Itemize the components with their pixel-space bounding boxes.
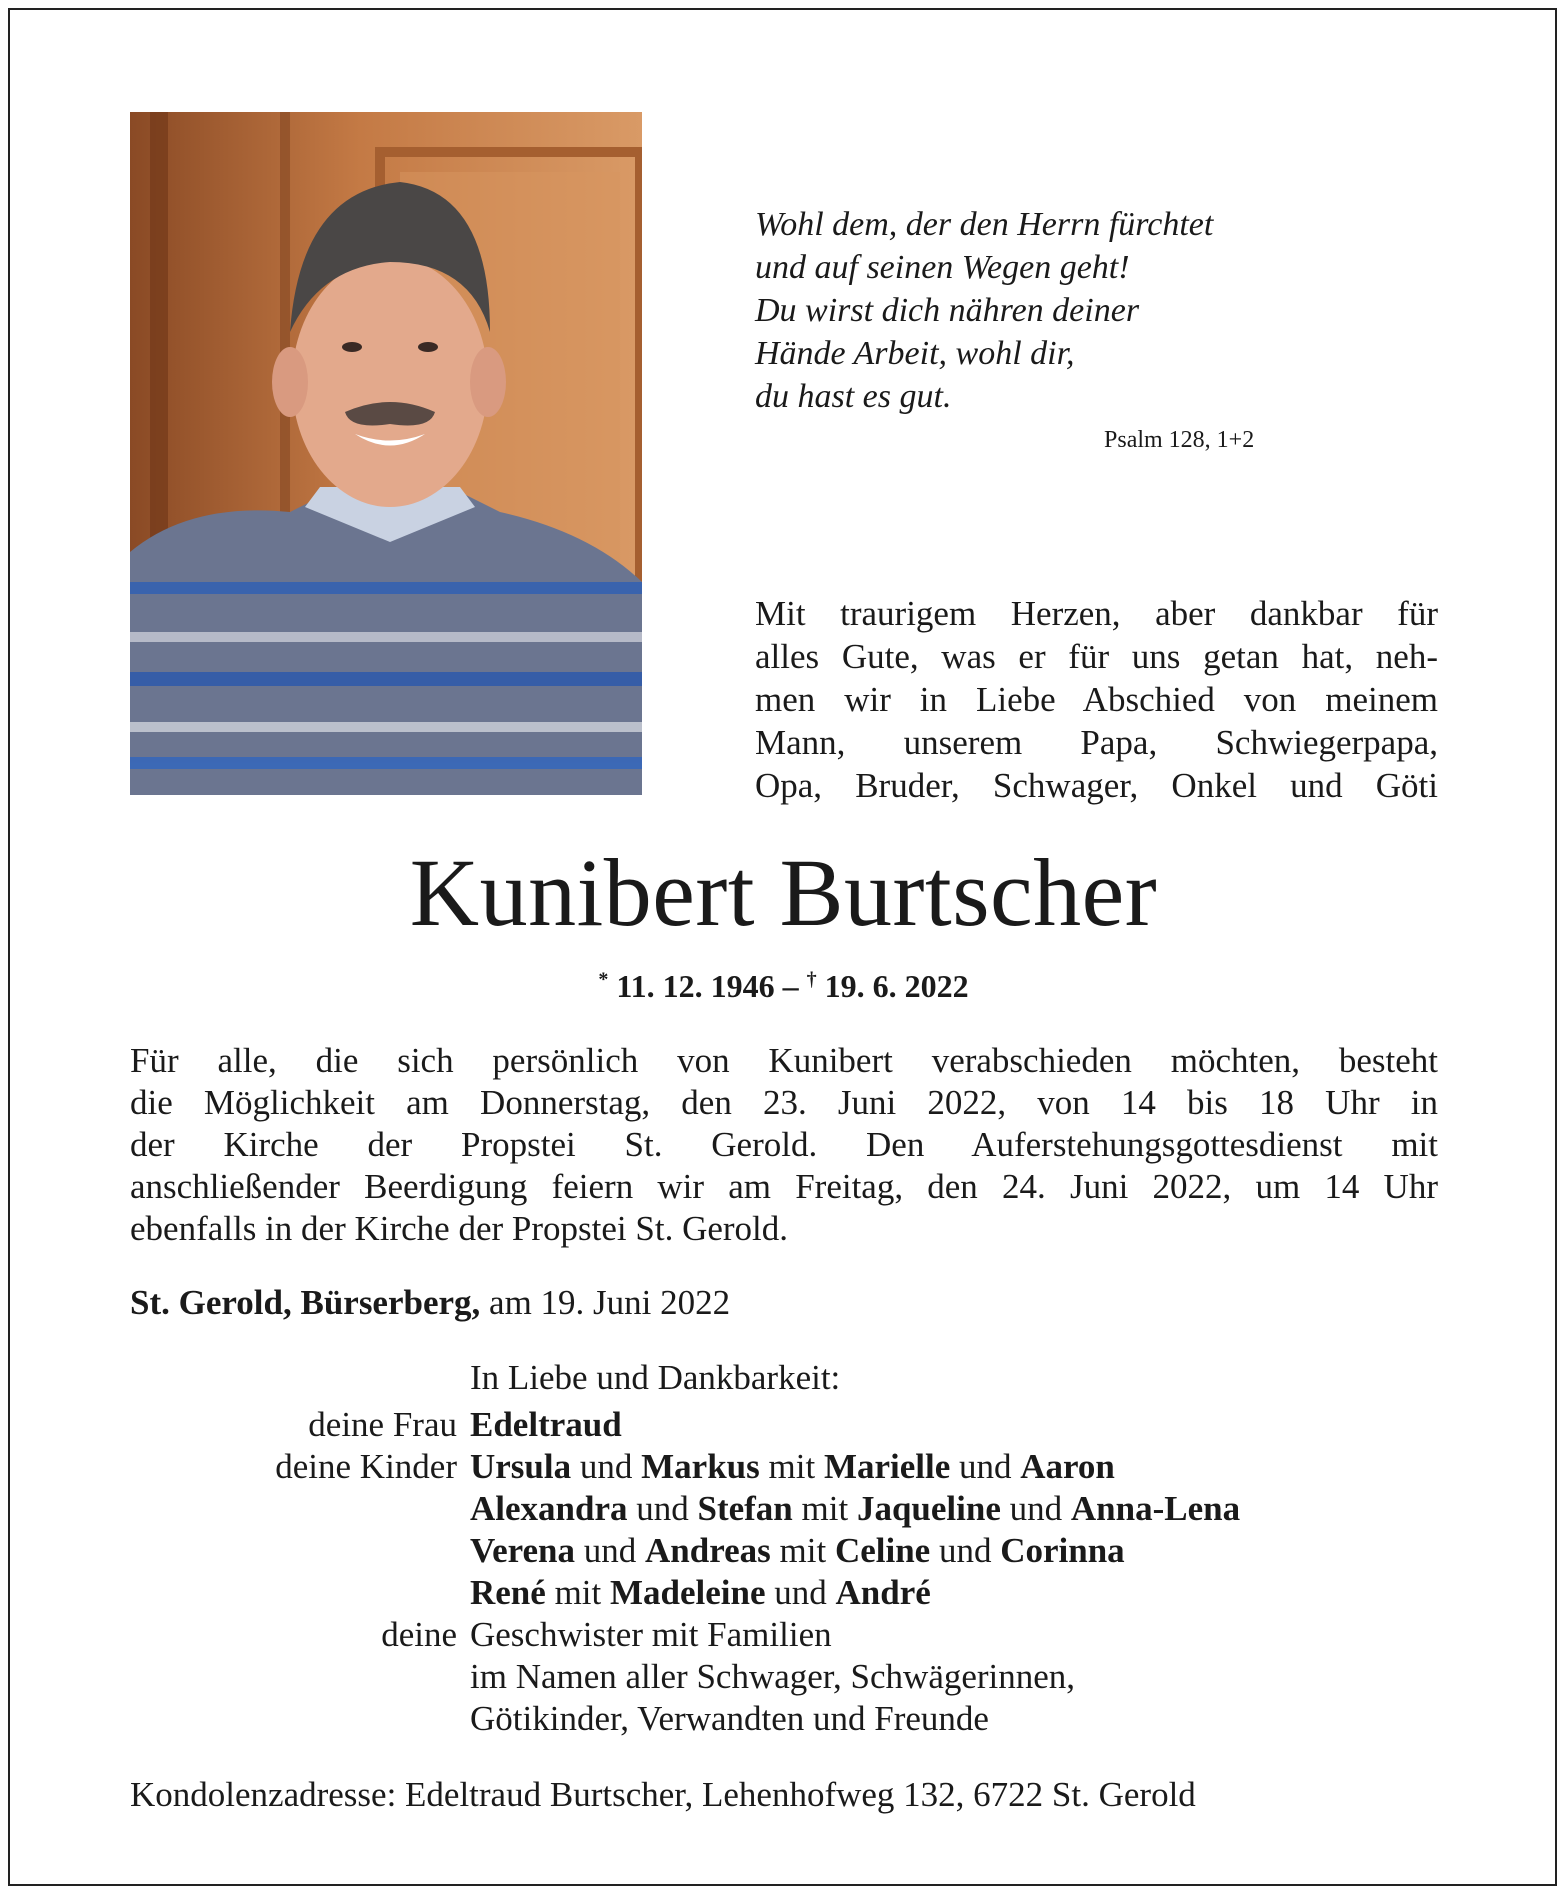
- funeral-info: [130, 1040, 1438, 1250]
- birth-symbol: *: [598, 968, 609, 991]
- mourner-row: [0, 1530, 1567, 1572]
- grandchild-name: Anna-Lena: [1070, 1489, 1241, 1528]
- mourners-list: [0, 1404, 1567, 1740]
- grandchild-name: Jaqueline: [856, 1489, 1001, 1528]
- child-name: René: [470, 1573, 546, 1612]
- intro-line: Opa, Bruder, Schwager, Onkel und Göti: [755, 766, 1438, 805]
- mourner-row: [0, 1446, 1567, 1488]
- verse-source: Psalm 128, 1+2: [1104, 427, 1255, 453]
- connector: mit: [554, 1573, 602, 1612]
- grandchild-name: Aaron: [1020, 1447, 1115, 1486]
- connector: mit: [801, 1489, 849, 1528]
- portrait-photo: [130, 112, 642, 795]
- mourner-row: [0, 1614, 1567, 1656]
- info-line: ebenfalls in der Kirche der Propstei St. Gerold.: [130, 1209, 789, 1248]
- mourner-names: [470, 1572, 931, 1614]
- mourner-names: Götikinder, Verwandten und Freunde: [470, 1699, 989, 1738]
- place-date: [130, 1283, 730, 1323]
- connector: und: [938, 1531, 992, 1570]
- intro-line: Mit traurigem Herzen, aber dankbar für: [755, 594, 1438, 633]
- mourner-names: [470, 1404, 622, 1446]
- intro-text: [755, 592, 1438, 807]
- partner-name: Stefan: [697, 1489, 793, 1528]
- child-name: Alexandra: [470, 1489, 628, 1528]
- connector: und: [579, 1447, 633, 1486]
- deceased-name: Kunibert Burtscher: [409, 839, 1158, 946]
- grandchild-name: Celine: [834, 1531, 931, 1570]
- connector: und: [583, 1531, 637, 1570]
- connector: und: [959, 1447, 1012, 1486]
- death-date: 19. 6. 2022: [824, 968, 969, 1004]
- wife-name: Edeltraud: [470, 1405, 622, 1444]
- relation-label: deine Frau: [308, 1405, 457, 1444]
- grandchild-name: Corinna: [1000, 1531, 1125, 1570]
- life-dates: [0, 968, 1567, 1005]
- connector: mit: [768, 1447, 816, 1486]
- mourner-names: [470, 1488, 1240, 1530]
- mourner-names: [470, 1530, 1125, 1572]
- mourner-row: [0, 1488, 1567, 1530]
- grandchild-name: André: [835, 1573, 931, 1612]
- connector: und: [774, 1573, 827, 1612]
- mourner-names: [470, 1446, 1115, 1488]
- condolence-address: Kondolenzadresse: Edeltraud Burtscher, Lehenhofweg 132, 6722 St. Gerold: [130, 1775, 1196, 1814]
- mourner-row: [0, 1572, 1567, 1614]
- portrait-image: [130, 112, 642, 795]
- info-line: anschließender Beerdigung feiern wir am Freitag, den 24. Juni 2022, um 14 Uhr: [130, 1167, 1438, 1206]
- relation-label: deine Kinder: [275, 1447, 457, 1486]
- connector: mit: [779, 1531, 827, 1570]
- place-location: St. Gerold, Bürserberg,: [130, 1283, 481, 1322]
- mourner-row: [0, 1698, 1567, 1740]
- connector: und: [636, 1489, 689, 1528]
- connector: und: [1009, 1489, 1063, 1528]
- bible-verse: [755, 203, 1355, 418]
- birth-date: 11. 12. 1946: [616, 968, 775, 1004]
- mourner-names: im Namen aller Schwager, Schwägerinnen,: [470, 1657, 1076, 1696]
- intro-line: Mann, unserem Papa, Schwiegerpapa,: [755, 723, 1438, 762]
- place-date-text: am 19. Juni 2022: [489, 1283, 731, 1322]
- partner-name: Andreas: [645, 1531, 771, 1570]
- relation-label: deine: [381, 1615, 457, 1654]
- death-symbol: †: [806, 968, 817, 991]
- mourner-row: [0, 1656, 1567, 1698]
- info-line: die Möglichkeit am Donnerstag, den 23. Juni 2022, von 14 bis 18 Uhr in: [130, 1083, 1438, 1122]
- partner-name: Markus: [641, 1447, 760, 1486]
- verse-line: und auf seinen Wegen geht!: [755, 249, 1130, 286]
- grandchild-name: Madeleine: [610, 1573, 766, 1612]
- mourner-row: [0, 1404, 1567, 1446]
- date-dash: –: [782, 968, 799, 1004]
- verse-line: Du wirst dich nähren deiner: [755, 292, 1140, 329]
- child-name: Ursula: [470, 1447, 572, 1486]
- intro-line: men wir in Liebe Abschied von meinem: [755, 680, 1438, 719]
- info-line: der Kirche der Propstei St. Gerold. Den Auferstehungsgottesdienst mit: [130, 1125, 1438, 1164]
- info-line: Für alle, die sich persönlich von Kunibert verabschieden möchten, besteht: [130, 1041, 1438, 1080]
- mourner-names: Geschwister mit Familien: [470, 1615, 832, 1654]
- verse-line: du hast es gut.: [755, 378, 952, 415]
- child-name: Verena: [470, 1531, 575, 1570]
- verse-line: Wohl dem, der den Herrn fürchtet: [755, 206, 1214, 243]
- grandchild-name: Marielle: [823, 1447, 951, 1486]
- verse-line: Hände Arbeit, wohl dir,: [755, 335, 1075, 372]
- mourners-heading: In Liebe und Dankbarkeit:: [470, 1358, 841, 1397]
- intro-line: alles Gute, was er für uns getan hat, neh-: [755, 637, 1438, 676]
